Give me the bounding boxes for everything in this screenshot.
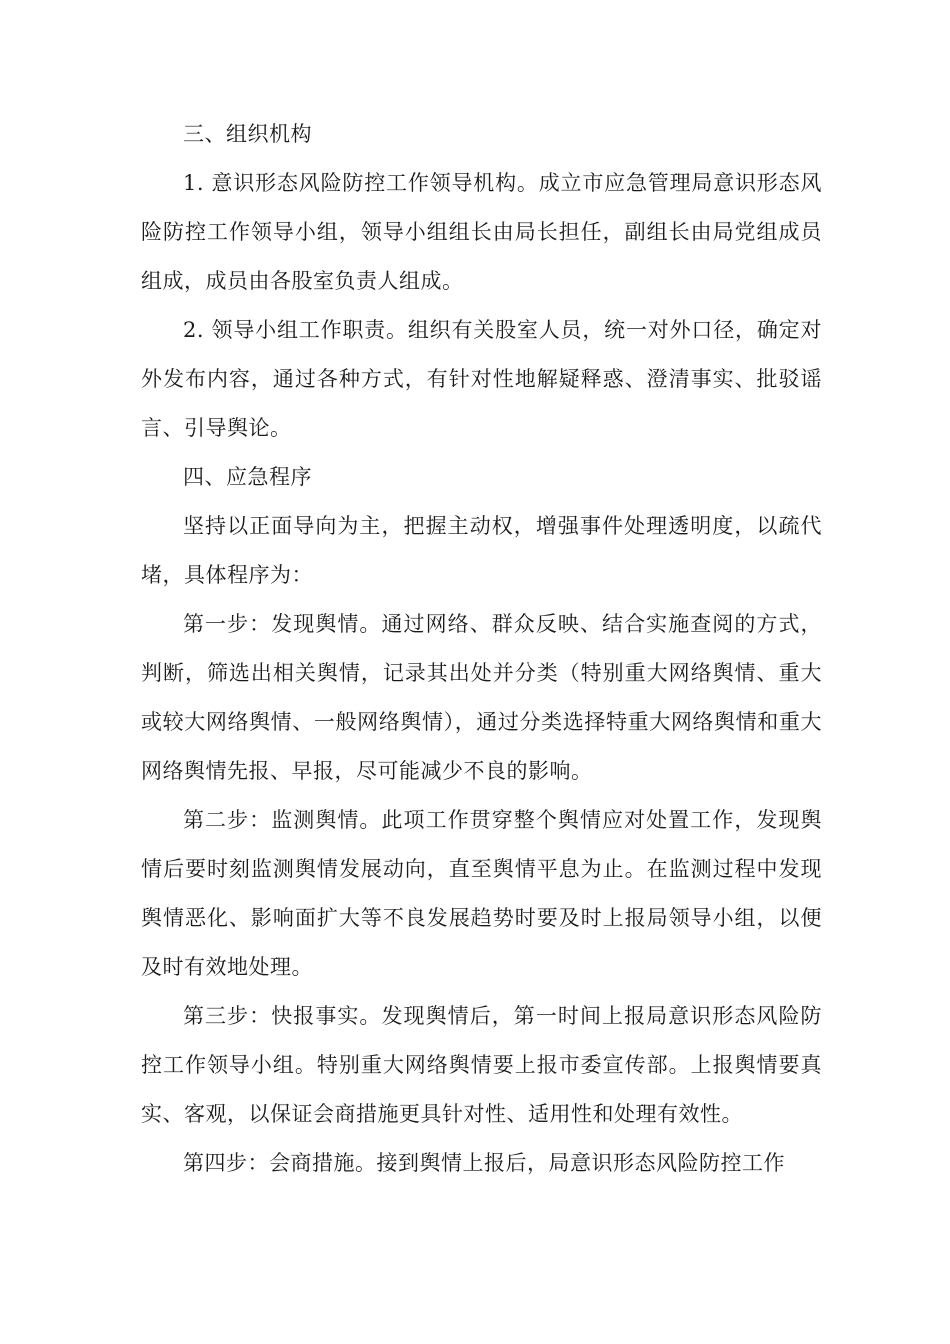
paragraph-leading-body: 1. 意识形态风险防控工作领导机构。成立市应急管理局意识形态风险防控工作领导小组，领导小组组长由局长担任，副组长由局党组成员组成，成员由各股室负责人组成。	[141, 171, 822, 293]
section-heading-emergency-procedure: 四、应急程序	[183, 465, 312, 489]
paragraph-step-3: 第三步：快报事实。发现舆情后，第一时间上报局意识形态风险防控工作领导小组。特别重大网络舆情要上报市委宣传部。上报舆情要真实、客观，以保证会商措施更具针对性、适用性和处理有效性。	[141, 1004, 822, 1126]
paragraph-step-2: 第二步：监测舆情。此项工作贯穿整个舆情应对处置工作，发现舆情后要时刻监测舆情发展动向，直至舆情平息为止。在监测过程中发现舆情恶化、影响面扩大等不良发展趋势时要及时上报局领导小组，以便及时有效地处理。	[141, 808, 822, 979]
paragraph-step-1: 第一步：发现舆情。通过网络、群众反映、结合实施查阅的方式，判断，筛选出相关舆情，记录其出处并分类（特别重大网络舆情、重大或较大网络舆情、一般网络舆情），通过分类选择特重大网络舆情和重大网络舆情先报、早报，尽可能减少不良的影响。	[141, 612, 822, 783]
section-heading-organization: 三、组织机构	[183, 122, 312, 146]
paragraph-step-4: 第四步：会商措施。接到舆情上报后，局意识形态风险防控工作	[183, 1151, 785, 1175]
paragraph-group-duties: 2. 领导小组工作职责。组织有关股室人员，统一对外口径，确定对外发布内容，通过各种方式，有针对性地解疑释惑、澄清事实、批驳谣言、引导舆论。	[141, 318, 822, 440]
paragraph-procedure-intro: 坚持以正面导向为主，把握主动权，增强事件处理透明度，以疏代堵，具体程序为：	[141, 514, 822, 587]
